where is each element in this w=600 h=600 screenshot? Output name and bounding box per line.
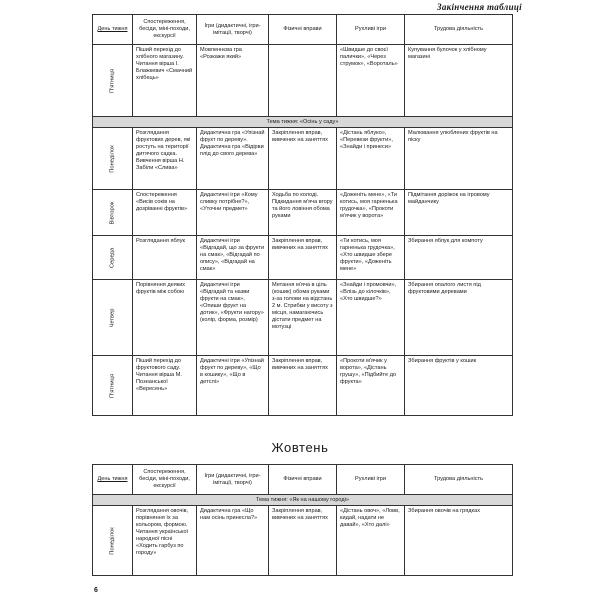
games-cell: Дидактична гра «Упізнай фрукт по дереву». Дидактична гра «Відірви плід до свого дерева»	[197, 128, 269, 190]
labor-cell: Купування булочок у хлібному магазині	[405, 45, 513, 117]
labor-cell: Збирання опалого листя під фруктовими деревами	[405, 280, 513, 356]
header-day: День тижня	[93, 15, 133, 45]
games-cell: Дидактичні ігри «Відгадай, що за фрукти на смак», «Відгадай по опису», «Відгадай на смак»	[197, 236, 269, 280]
table-row	[93, 506, 513, 576]
observations-cell: Порівняння деяких фруктів між собою	[133, 280, 197, 356]
mobile-games-cell: «Швидше до своєї палички», «Через струмок», «Вороталь»	[337, 45, 405, 117]
day-cell: Четвер	[93, 280, 133, 356]
table-row	[93, 236, 513, 280]
header-mobile-games: Рухливі ігри	[337, 15, 405, 45]
header-labor: Трудова діяльність	[405, 465, 513, 495]
day-cell: Понеділок	[93, 128, 133, 190]
header-games: Ігри (дидактичні, ігри-імітації, творчі)	[197, 15, 269, 45]
physical-cell: Метання м'яча в ціль (кошик) обома руками з-за голови на відстань 2 м. Стрибки у висоту з місця, намагаючись дістати предмет на мотузці	[269, 280, 337, 356]
mobile-games-cell: «Доженіть мене», «Ти котись, моя гарненька грудочка», «Прокоти м'ячик у ворота»	[337, 190, 405, 236]
observations-cell: Розглядання яблук	[133, 236, 197, 280]
page-number: 6	[94, 587, 98, 594]
week-theme-row	[93, 117, 513, 128]
mobile-games-cell: «Знайди і промовчи», «Влізь до кілочків», «Хто швидше?»	[337, 280, 405, 356]
day-cell: Понеділок	[93, 506, 133, 576]
games-cell: Дидактичні ігри «Упізнай фрукт по дереву», «Що в кошику», «Що в детслі»	[197, 356, 269, 416]
table-row	[93, 190, 513, 236]
continuation-label: Закінчення таблиці	[436, 2, 522, 12]
mobile-games-cell: «Дістань яблуко», «Перевези фрукти», «Знайди і принеси»	[337, 128, 405, 190]
games-cell: Дидактичні ігри «Відгадай та назви фрукти на смак», «Опиши фрукт на дотик», «Фрукти нагору» (колір, форма, розмір)	[197, 280, 269, 356]
header-day: День тижня	[93, 465, 133, 495]
observations-cell: Розглядання овочів, порівняння їх за кольором, формою. Читання української народної пісні «Ходить гарбуз по городу»	[133, 506, 197, 576]
observations-cell: Піший перехід до фруктового саду. Читання вірша М. Познанської «Вересень»	[133, 356, 197, 416]
table-row	[93, 128, 513, 190]
table-row	[93, 356, 513, 416]
table-row	[93, 45, 513, 117]
physical-cell: Ходьба по колоді. Підкидання м'яча вгору та його ловіння обома руками	[269, 190, 337, 236]
weekly-plan-table-october	[92, 464, 513, 576]
table-row	[93, 280, 513, 356]
physical-cell: Закріплення вправ, вивчених на заняттях	[269, 128, 337, 190]
header-labor: Трудова діяльність	[405, 15, 513, 45]
header-physical: Фізичні вправи	[269, 15, 337, 45]
month-title: Жовтень	[271, 440, 329, 455]
games-cell: Дидактичні ігри «Кому сливку потрібне?», «Уточни предмет»	[197, 190, 269, 236]
physical-cell: Закріплення вправ, вивчених на заняттях	[269, 356, 337, 416]
week-theme-row	[93, 495, 513, 506]
labor-cell: Малювання улюблених фруктів на піску	[405, 128, 513, 190]
labor-cell: Збирання яблук для компоту	[405, 236, 513, 280]
physical-cell	[269, 45, 337, 117]
physical-cell: Закріплення вправ, вивчених на заняттях	[269, 236, 337, 280]
games-cell: Дидактична гра «Що нам осінь принесла?»	[197, 506, 269, 576]
weekly-plan-table-september	[92, 14, 513, 416]
header-mobile-games: Рухливі ігри	[337, 465, 405, 495]
labor-cell: Збирання фруктів у кошик	[405, 356, 513, 416]
mobile-games-cell: «Прокоти м'ячик у ворота», «Дістань грушу», «Підбийте до фрукта»	[337, 356, 405, 416]
header-games: Ігри (дидактичні, ігри-імітації, творчі)	[197, 465, 269, 495]
mobile-games-cell: «Дістань овоч», «Ловв, кидай, надати не давай», «Хто далі»	[337, 506, 405, 576]
mobile-games-cell: «Ти котись, моя гарненька грудочка», «Хто швидше збере фрукти», «Доженіть мене»	[337, 236, 405, 280]
header-physical: Фізичні вправи	[269, 465, 337, 495]
observations-cell: Розглядання фруктових дерев, які ростуть на території дитячого садка. Вивчення вірша Н. Забіли «Слива»	[133, 128, 197, 190]
header-observations: Спостереження, бесіди, міні-походи, екскурсії	[133, 15, 197, 45]
day-cell: П'ятниця	[93, 45, 133, 117]
physical-cell: Закріплення вправ, вивчених на заняттях	[269, 506, 337, 576]
observations-cell: Піший перехід до хлібного магазину. Читання вірша І. Блажкевич «Смачний хлібець»	[133, 45, 197, 117]
observations-cell: Спостереження «Висів соків на дозріванні фруктів»	[133, 190, 197, 236]
week-theme: Тема тижня: «Осінь у саду»	[93, 117, 513, 128]
day-cell: П'ятниця	[93, 356, 133, 416]
games-cell: Мовленнєва гра «Розкажи який»	[197, 45, 269, 117]
labor-cell: Підмітання доріжок на ігровому майданчику	[405, 190, 513, 236]
header-observations: Спостереження, бесіди, міні-походи, екскурсії	[133, 465, 197, 495]
day-cell: Вівторок	[93, 190, 133, 236]
week-theme: Тема тижня: «Як на нашому городі»	[93, 495, 513, 506]
labor-cell: Збирання овочів на грядках	[405, 506, 513, 576]
day-cell: Середа	[93, 236, 133, 280]
